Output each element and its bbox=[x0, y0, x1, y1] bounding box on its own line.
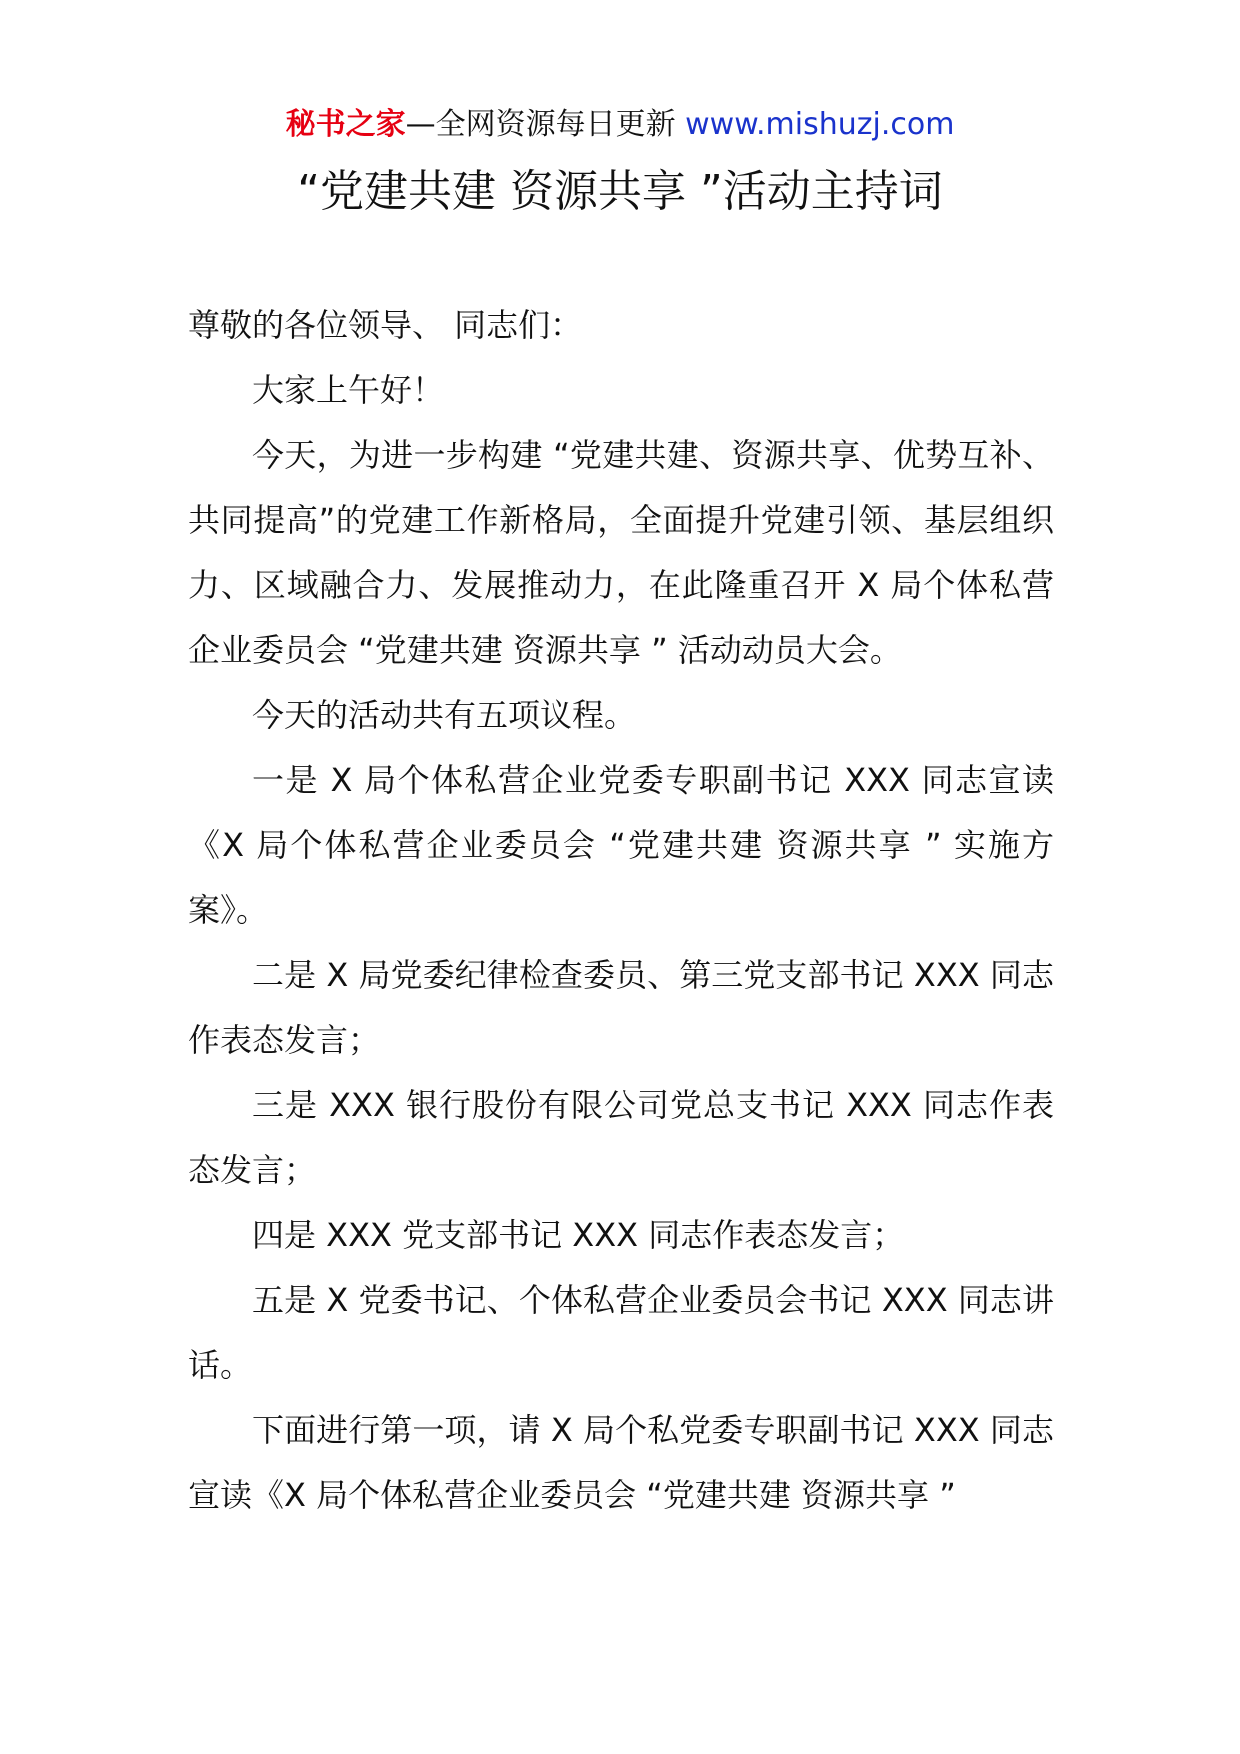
brand-name: 秘书之家 bbox=[285, 107, 406, 142]
paragraph-agenda-item-1: 一是 X 局个体私营企业党委专职副书记 XXX 同志宣读《X 局个体私营企业委员会 “党建共建 资源共享 ” 实施方案》。 bbox=[188, 761, 1054, 929]
paragraph-greeting: 大家上午好！ bbox=[252, 371, 445, 409]
site-link[interactable]: www.mishuzj.com bbox=[685, 107, 955, 142]
paragraph-agenda-item-5: 五是 X 党委书记、个体私营企业委员会书记 XXX 同志讲话。 bbox=[188, 1281, 1054, 1384]
paragraph-agenda-intro: 今天的活动共有五项议程。 bbox=[252, 696, 637, 734]
paragraph-purpose: 今天，为进一步构建 “党建共建、资源共享、优势互补、共同提高”的党建工作新格局，全面提升党建引领、基层组织力、区域融合力、发展推动力，在此隆重召开 X 局个体私营企业委员会 “党建共建 资源共享 ” 活动动员大会。 bbox=[188, 436, 1054, 669]
document-title: “党建共建 资源共享 ”活动主持词 bbox=[297, 166, 943, 217]
paragraph-agenda-item-2: 二是 X 局党委纪律检查委员、第三党支部书记 XXX 同志作表态发言； bbox=[188, 956, 1054, 1059]
paragraph-agenda-item-4: 四是 XXX 党支部书记 XXX 同志作表态发言； bbox=[252, 1216, 905, 1254]
watermark-header bbox=[0, 103, 1240, 147]
header-tagline: —全网资源每日更新 bbox=[405, 107, 686, 142]
salutation: 尊敬的各位领导、 同志们： bbox=[188, 306, 583, 344]
paragraph-agenda-item-3: 三是 XXX 银行股份有限公司党总支书记 XXX 同志作表态发言； bbox=[188, 1086, 1054, 1189]
paragraph-first-item: 下面进行第一项，请 X 局个私党委专职副书记 XXX 同志宣读《X 局个体私营企业委员会 “党建共建 资源共享 ” bbox=[188, 1411, 1054, 1514]
document-body bbox=[188, 293, 1054, 1528]
